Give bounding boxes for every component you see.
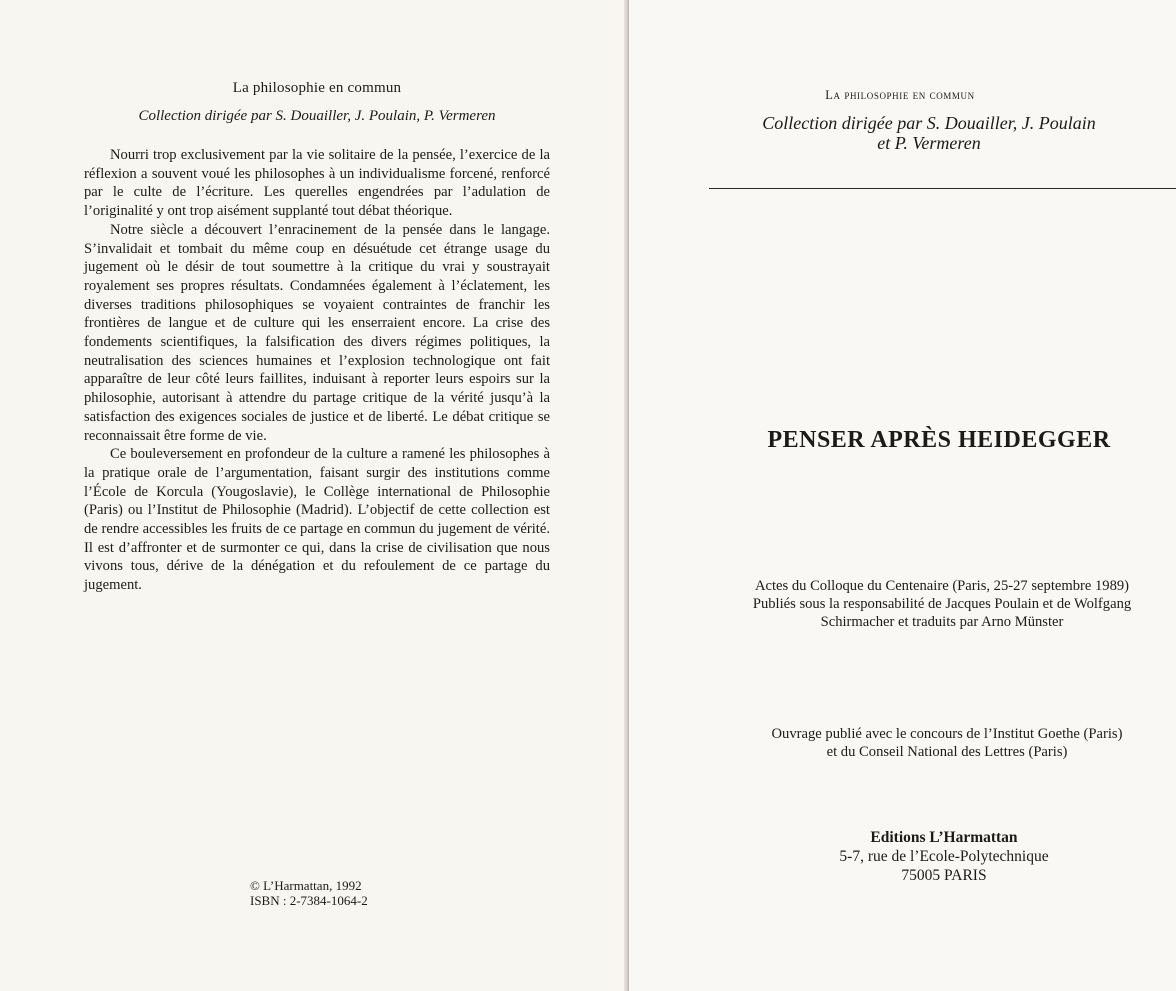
proceedings-line: Schirmacher et traduits par Arno Münster — [820, 614, 1064, 630]
series-directors: Collection dirigée par S. Douailler, J. Poulain, P. Vermeren — [138, 108, 496, 124]
collection-introduction — [84, 146, 550, 595]
sponsor-line: et du Conseil National des Lettres (Paris) — [826, 744, 1068, 760]
publisher-name: Editions L’Harmattan — [870, 829, 1018, 846]
proceedings-line: Actes du Colloque du Centenaire (Paris, 25-27 septembre 1989) — [754, 578, 1130, 594]
right-page — [629, 0, 1176, 991]
copyright-line: © L’Harmattan, 1992 — [250, 878, 362, 893]
sponsor-note — [717, 725, 1176, 761]
copyright-block — [250, 878, 368, 908]
publisher-address: 5-7, rue de l’Ecole-Polytechnique — [839, 848, 1049, 865]
proceedings-line: Publiés sous la responsabilité de Jacques Poulain et de Wolfgang — [752, 596, 1132, 612]
intro-paragraph: Nourri trop exclusivement par la vie solitaire de la pensée, l’exercice de la réflexion a souvent voué les philosophes à un individualisme forcené, renforcé par le culte de l’écriture. Les querelles engendrées par l’adulation de l’originalité y ont trop aisément supplanté tout débat théorique. — [84, 147, 550, 220]
intro-paragraph: Ce bouleversement en profondeur de la culture a ramené les philosophes à la pratique orale de l’argumentation, faisant surgir des institutions comme l’École de Korcula (Yougoslavie), le Collège international de Philosophie (Paris) ou l’Institut de Philosophie (Madrid). L’objectif de cette collection est de rendre accessibles les fruits de ce partage en commun du jugement de vérité. Il est d’affronter et de surmonter ce qui, dans la crise de civilisation que nous vivons tous, dérive de la dénégation et du refoulement de ce partage du jugement. — [84, 446, 550, 594]
series-directors-line: Collection dirigée par S. Douailler, J. Poulain — [762, 113, 1096, 133]
book-title: PENSER APRÈS HEIDEGGER — [767, 427, 1111, 453]
series-directors-line: et P. Vermeren — [877, 133, 981, 153]
intro-paragraph: Notre siècle a découvert l’enracinement de la pensée dans le langage. S’invalidait et tombait du même coup en désuétude cet étrange usage du jugement où le désir de tout soumettre à la critique du vrai y soustrayait royalement ses propres résultats. Condamnées également à l’éclatement, les diverses traditions philosophiques se voyaient contraintes de franchir les frontières de langue et de culture qui les enserraient encore. La crise des fondements scientifiques, la falsification des divers régimes politiques, la neutralisation des sciences humaines et l’explosion technologique ont fait apparaître de leur côté leurs faillites, induisant à reporter leurs espoirs sur la philosophie, autorisant à attendre du partage critique de la vérité jusqu’à la satisfaction des exigences sociales de justice et de liberté. Le débat critique se reconnaissait être forme de vie. — [84, 221, 550, 444]
publisher-city: 75005 PARIS — [901, 867, 987, 884]
isbn-line: ISBN : 2-7384-1064-2 — [250, 893, 368, 908]
series-title: La philosophie en commun — [825, 88, 975, 102]
divider-rule — [709, 188, 1176, 189]
proceedings-note — [707, 577, 1176, 631]
series-title: La philosophie en commun — [232, 80, 402, 96]
sponsor-line: Ouvrage publié avec le concours de l’Institut Goethe (Paris) — [771, 726, 1123, 742]
series-directors — [709, 113, 1149, 153]
publisher-block — [769, 828, 1119, 885]
